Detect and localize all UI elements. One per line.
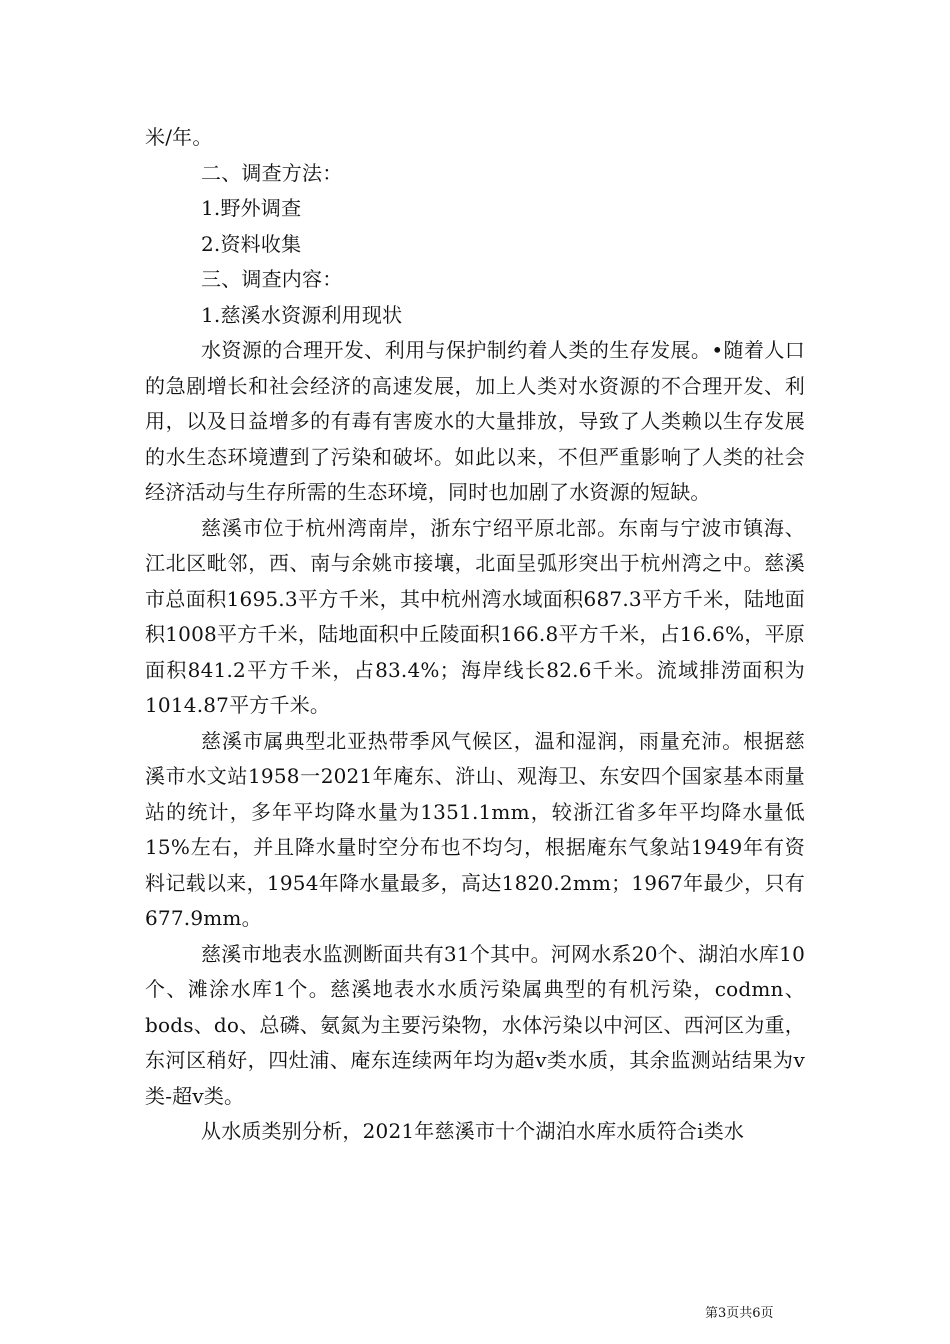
paragraph: 慈溪市地表水监测断面共有31个其中。河网水系20个、湖泊水库10个、滩涂水库1个。慈溪地表水水质污染属典型的有机污染，codmn、bods、do、总磷、氨氮为主要污染物，水体污染以中河区、西河区为重，东河区稍好，四灶浦、庵东连续两年均为超v类水质，其余监测站结果为v类-超v类。 [145, 941, 805, 1108]
section-heading: 二、调查方法： [201, 160, 343, 185]
paragraph: 米/年。 [145, 125, 213, 149]
list-item: 1.野外调查 [201, 196, 302, 220]
paragraph: 从水质类别分析，2021年慈溪市十个湖泊水库水质符合i类水 [201, 1119, 745, 1143]
page-number: 第3页共6页 [705, 1306, 774, 1321]
subsection-heading: 1.慈溪水资源利用现状 [201, 302, 403, 327]
document-body [145, 120, 805, 1150]
section-heading: 三、调查内容： [201, 267, 343, 291]
paragraph: 慈溪市位于杭州湾南岸，浙东宁绍平原北部。东南与宁波市镇海、江北区毗邻，西、南与余姚市接壤，北面呈弧形突出于杭州湾之中。慈溪市总面积1695.3平方千米，其中杭州湾水域面积687.3平方千米，陆地面积1008平方千米，陆地面积中丘陵面积166.8平方千米，占16.6%，平原面积841.2平方千米，占83.4%；海岸线长82.6千米。流域排涝面积为1014.87平方千米。 [145, 515, 805, 717]
list-item: 2.资料收集 [201, 231, 302, 256]
paragraph: 水资源的合理开发、利用与保护制约着人类的生存发展。•随着人口的急剧增长和社会经济的高速发展，加上人类对水资源的不合理开发、利用，以及日益增多的有毒有害废水的大量排放，导致了人类赖以生存发展的水生态环境遭到了污染和破坏。如此以来，不但严重影响了人类的社会经济活动与生存所需的生态环境，同时也加剧了水资源的短缺。 [145, 338, 805, 504]
paragraph: 慈溪市属典型北亚热带季风气候区，温和湿润，雨量充沛。根据慈溪市水文站1958一2021年庵东、浒山、观海卫、东安四个国家基本雨量站的统计，多年平均降水量为1351.1mm，较浙江省多年平均降水量低15%左右，并且降水量时空分布也不均匀，根据庵东气象站1949年有资料记载以来，1954年降水量最多，高达1820.2mm；1967年最少，只有677.9mm。 [145, 728, 805, 930]
